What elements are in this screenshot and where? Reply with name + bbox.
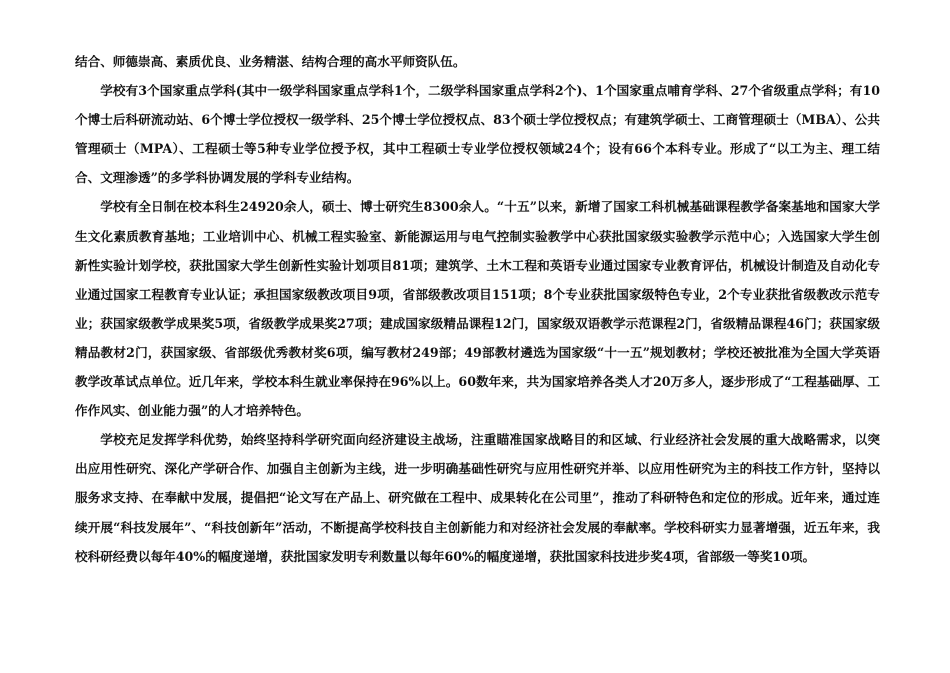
document-page: [75, 47, 880, 571]
paragraph-faculty-ending: 结合、师德崇高、素质优良、业务精湛、结构合理的高水平师资队伍。: [75, 54, 466, 69]
paragraph-teaching: 学校有全日制在校本科生24920余人，硕士、博士研究生8300余人。“十五”以来，新增了国家工科机械基础课程教学备案基地和国家大学生文化素质教育基地；工业培训中心、机械工程实验室、新能源运用与电气控制实验教学中心获批国家级实验教学示范中心；入选国家大学生创新性实验计划学校，获批国家大学生创新性实验计划项目81项；建筑学、土木工程和英语专业通过国家专业教育评估，机械设计制造及自动化专业通过国家工程教育专业认证；承担国家级教改项目9项，省部级教改项目151项；8个专业获批国家级特色专业，2个专业获批省级教改示范专业；获国家级教学成果奖5项，省级教学成果奖27项；建成国家级精品课程12门，国家级双语教学示范课程2门，省级精品课程46门；获国家级精品教材2门，获国家级、省部级优秀教材奖6项，编写教材249部；49部教材遴选为国家级“十一五”规划教材；学校还被批准为全国大学英语教学改革试点单位。近几年来，学校本科生就业率保持在96%以上。60数年来，共为国家培养各类人才20万多人，逐步形成了“工程基础厚、工作作风实、创业能力强”的人才培养特色。: [75, 199, 880, 419]
paragraph-disciplines: 学校有3个国家重点学科(其中一级学科国家重点学科1个，二级学科国家重点学科2个)、1个国家重点哺育学科、27个省级重点学科；有10个博士后科研流动站、6个博士学位授权一级学科、25个博士学位授权点、83个硕士学位授权点；有建筑学硕士、工商管理硕士（MBA）、公共管理硕士（MPA）、工程硕士等5种专业学位授予权，其中工程硕士专业学位授权领域24个；设有66个本科专业。形成了“以工为主、理工结合、文理渗透”的多学科协调发展的学科专业结构。: [75, 83, 880, 186]
paragraph-research: 学校充足发挥学科优势，始终坚持科学研究面向经济建设主战场，注重瞄准国家战略目的和区域、行业经济社会发展的重大战略需求，以突出应用性研究、深化产学研合作、加强自主创新为主线，进一步明确基础性研究与应用性研究并举、以应用性研究为主的科技工作方针，坚持以服务求支持、在奉献中发展，提倡把“论文写在产品上、研究做在工程中、成果转化在公司里”，推动了科研特色和定位的形成。近年来，通过连续开展“科技发展年”、“科技创新年”活动，不断提高学校科技自主创新能力和对经济社会发展的奉献率。学校科研实力显著增强，近五年来，我校科研经费以每年40%的幅度递增，获批国家发明专利数量以每年60%的幅度递增，获批国家科技进步奖4项，省部级一等奖10项。: [75, 432, 880, 564]
